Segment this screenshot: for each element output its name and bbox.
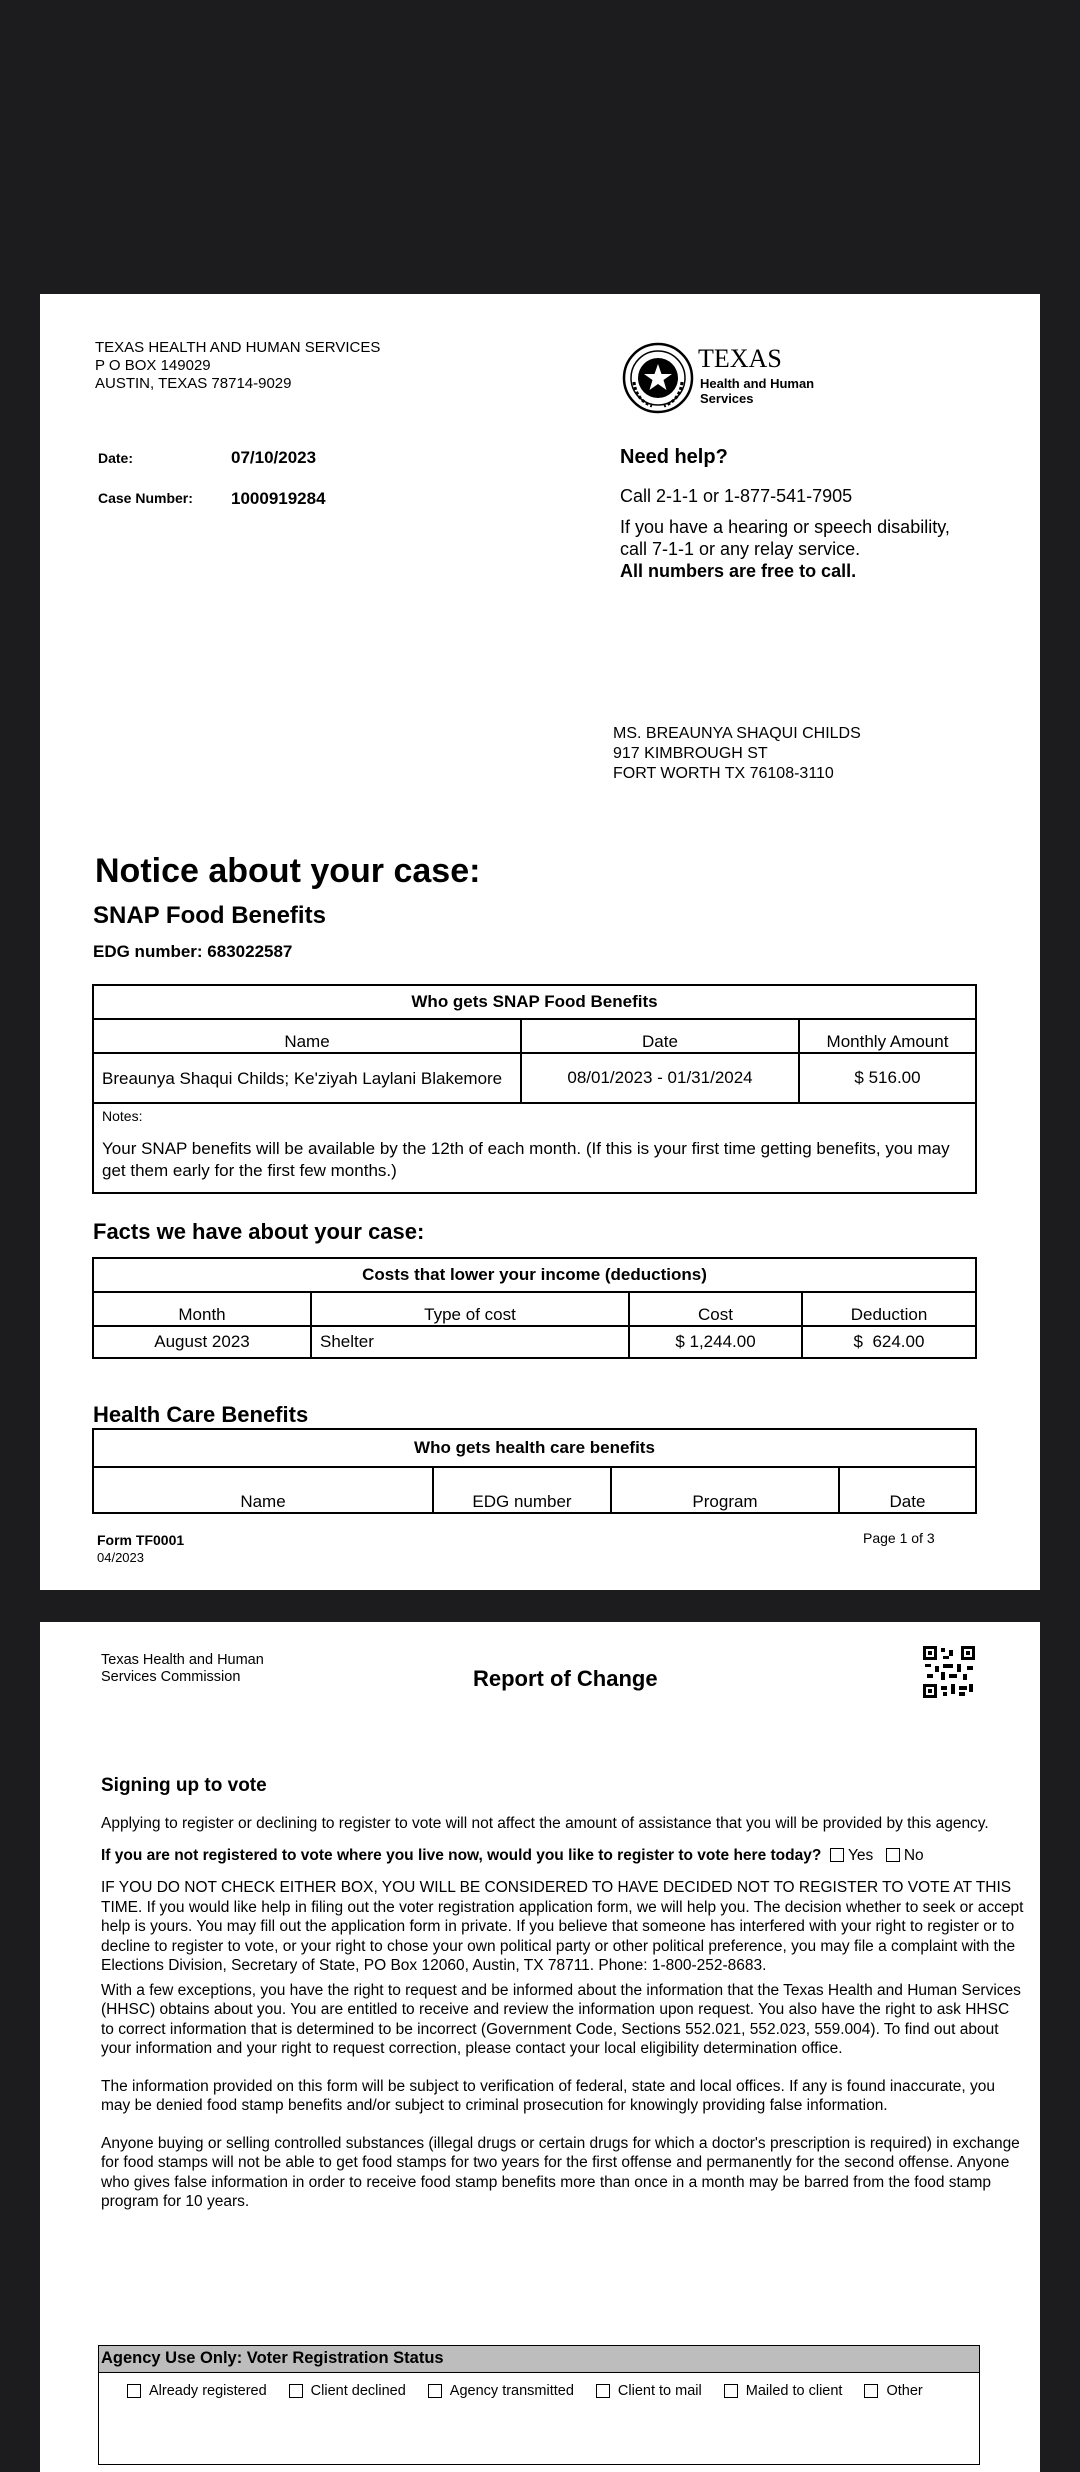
edg-value: 683022587 bbox=[207, 942, 293, 961]
col-header-amount: Monthly Amount bbox=[799, 1019, 976, 1053]
option-already-registered[interactable] bbox=[127, 2383, 267, 2399]
option-client-declined[interactable] bbox=[289, 2383, 406, 2399]
option-label: Client to mail bbox=[617, 2383, 702, 2399]
col-header-edg: EDG number bbox=[433, 1467, 611, 1513]
health-title: Health Care Benefits bbox=[93, 1402, 309, 1427]
date-label: Date: bbox=[98, 450, 134, 466]
checkbox[interactable] bbox=[428, 2384, 442, 2398]
table-cell-date: 08/01/2023 - 01/31/2024 bbox=[521, 1053, 799, 1103]
recipient-line: 917 KIMBROUGH ST bbox=[613, 745, 768, 762]
table-cell-month: August 2023 bbox=[93, 1326, 311, 1358]
agency-options bbox=[99, 2373, 979, 2399]
report-title: Report of Change bbox=[473, 1666, 658, 1691]
case-number-label: Case Number: bbox=[98, 490, 193, 506]
no-label: No bbox=[903, 1846, 924, 1864]
facts-title: Facts we have about your case: bbox=[93, 1219, 425, 1244]
help-relay-line: call 7-1-1 or any relay service. bbox=[620, 539, 861, 559]
col-header-program: Program bbox=[611, 1467, 839, 1513]
deductions-table-title: Costs that lower your income (deductions) bbox=[93, 1258, 976, 1292]
help-relay-line: If you have a hearing or speech disability, bbox=[620, 517, 950, 537]
option-agency-transmitted[interactable] bbox=[428, 2383, 574, 2399]
option-label: Other bbox=[886, 2383, 923, 2399]
checkbox[interactable] bbox=[864, 2384, 878, 2398]
logo-sub-line: Health and Human bbox=[700, 376, 815, 391]
option-label: Client declined bbox=[310, 2383, 406, 2399]
agency-line: Services Commission bbox=[101, 1669, 241, 1685]
texas-hhs-logo bbox=[622, 342, 822, 416]
option-mailed-to-client[interactable] bbox=[724, 2383, 843, 2399]
notes-cell bbox=[93, 1103, 976, 1193]
logo-subtitle bbox=[700, 376, 814, 406]
option-label: Agency transmitted bbox=[449, 2383, 574, 2399]
col-header-date: Date bbox=[839, 1467, 976, 1513]
no-checkbox[interactable] bbox=[886, 1848, 900, 1862]
edg-label: EDG number: bbox=[93, 942, 203, 961]
help-box bbox=[620, 446, 1020, 582]
health-table-title: Who gets health care benefits bbox=[93, 1429, 976, 1467]
option-label: Mailed to client bbox=[745, 2383, 843, 2399]
program-title: SNAP Food Benefits bbox=[93, 902, 326, 929]
notice-title: Notice about your case: bbox=[95, 852, 481, 890]
sender-line: P O BOX 149029 bbox=[95, 357, 211, 374]
col-header-date: Date bbox=[521, 1019, 799, 1053]
table-cell-name: Breaunya Shaqui Childs; Ke'ziyah Laylani Blakemore bbox=[93, 1053, 521, 1103]
edg-number bbox=[93, 942, 292, 962]
vote-question-row bbox=[101, 1846, 1026, 1866]
notes-text: Your SNAP benefits will be available by the 12th of each month. (If this is your first time getting benefits, you may get them early for the first few months.) bbox=[102, 1139, 950, 1180]
date-value: 07/10/2023 bbox=[231, 448, 317, 467]
help-relay bbox=[620, 516, 1020, 582]
checkbox[interactable] bbox=[289, 2384, 303, 2398]
page-number: Page 1 of 3 bbox=[863, 1530, 935, 1546]
logo-title: TEXAS bbox=[698, 344, 782, 373]
form-id: Form TF0001 bbox=[97, 1532, 185, 1548]
deductions-table bbox=[92, 1257, 977, 1359]
recipient-line: FORT WORTH TX 76108-3110 bbox=[613, 765, 834, 782]
help-heading: Need help? bbox=[620, 446, 728, 468]
help-free-note: All numbers are free to call. bbox=[620, 561, 857, 581]
vote-paragraph: Applying to register or declining to register to vote will not affect the amount of assistance that you will be provided by this agency. bbox=[101, 1815, 989, 1832]
sender-line: TEXAS HEALTH AND HUMAN SERVICES bbox=[95, 339, 381, 356]
help-phone: Call 2-1-1 or 1-877-541-7905 bbox=[620, 486, 853, 506]
vote-paragraph: With a few exceptions, you have the right to request and be informed about the information that the Texas Health and Human Services (HHSC) obtains about you. You are entitled to receive and review the information upon request. You also have the right to ask HHSC to correct information that is determined to be incorrect (Government Code, Sections 552.021, 552.023, 559.004). To find out about your information and your right to request correction, please contact your local eligibility determination office. bbox=[101, 1981, 1021, 2057]
col-header-deduction: Deduction bbox=[802, 1292, 976, 1326]
option-label: Already registered bbox=[149, 2383, 267, 2399]
table-cell-deduction: $ 624.00 bbox=[802, 1326, 976, 1358]
table-cell-cost: $ 1,244.00 bbox=[629, 1326, 802, 1358]
checkbox[interactable] bbox=[127, 2384, 141, 2398]
col-header-name: Name bbox=[93, 1019, 521, 1053]
vote-heading: Signing up to vote bbox=[101, 1775, 267, 1796]
logo-sub-line: Services bbox=[700, 391, 754, 406]
col-header-name: Name bbox=[93, 1467, 433, 1513]
report-of-change-page bbox=[40, 1622, 1040, 2472]
option-other[interactable] bbox=[864, 2383, 922, 2399]
yes-label: Yes bbox=[847, 1846, 874, 1864]
table-cell-type: Shelter bbox=[311, 1326, 629, 1358]
snap-benefits-table bbox=[92, 984, 977, 1194]
checkbox[interactable] bbox=[724, 2384, 738, 2398]
yes-checkbox[interactable] bbox=[830, 1848, 844, 1862]
vote-paragraph: The information provided on this form will be subject to verification of federal, state and local offices. If any is found inaccurate, you may be denied food stamp benefits and/or subject to criminal prosecution for knowingly providing false information. bbox=[101, 2077, 996, 2114]
table-cell-amount: $ 516.00 bbox=[799, 1053, 976, 1103]
col-header-type: Type of cost bbox=[311, 1292, 629, 1326]
col-header-month: Month bbox=[93, 1292, 311, 1326]
qr-code-icon bbox=[923, 1646, 975, 1698]
snap-table-title: Who gets SNAP Food Benefits bbox=[93, 985, 976, 1019]
sender-line: AUSTIN, TEXAS 78714-9029 bbox=[95, 375, 292, 392]
vote-text bbox=[101, 1814, 1026, 2212]
col-header-cost: Cost bbox=[629, 1292, 802, 1326]
sender-address bbox=[95, 339, 380, 393]
notes-label: Notes: bbox=[102, 1108, 143, 1124]
texas-seal-icon bbox=[622, 342, 694, 414]
agency-use-box bbox=[98, 2345, 980, 2465]
form-date: 04/2023 bbox=[97, 1550, 144, 1565]
notice-page bbox=[40, 294, 1040, 1590]
option-client-to-mail[interactable] bbox=[596, 2383, 702, 2399]
recipient-line: MS. BREAUNYA SHAQUI CHILDS bbox=[613, 725, 861, 742]
agency-line: Texas Health and Human bbox=[101, 1652, 264, 1668]
agency-box-title: Agency Use Only: Voter Registration Status bbox=[99, 2346, 979, 2373]
recipient-address bbox=[613, 724, 861, 784]
vote-question: If you are not registered to vote where you live now, would you like to register to vote here today? bbox=[101, 1846, 822, 1864]
agency-name bbox=[101, 1652, 264, 1686]
health-care-table bbox=[92, 1428, 977, 1514]
case-number-value: 1000919284 bbox=[231, 489, 326, 508]
vote-paragraph: IF YOU DO NOT CHECK EITHER BOX, YOU WILL BE CONSIDERED TO HAVE DECIDED NOT TO REGISTER TO VOTE AT THIS TIME. If you would like help in filing out the voter registration application form, we will help you. The decision whether to seek or accept help is yours. You may fill out the application form in private. If you believe that someone has interfered with your right to register or to decline to register to vote, or your right to chose your own political party or other political preference, you may file a complaint with the Elections Division, Secretary of State, PO Box 12060, Austin, TX 78711. Phone: 1-800-252-8683. bbox=[101, 1879, 1024, 1974]
vote-paragraph: Anyone buying or selling controlled substances (illegal drugs or certain drugs for which a doctor's prescription is required) in exchange for food stamps will not be able to get food stamps for two years for the first offense and permanently for the second offense. Anyone who gives false information in order to receive food stamp benefits more than once in a month may be barred from the food stamp program for 10 years. bbox=[101, 2134, 1020, 2210]
checkbox[interactable] bbox=[596, 2384, 610, 2398]
